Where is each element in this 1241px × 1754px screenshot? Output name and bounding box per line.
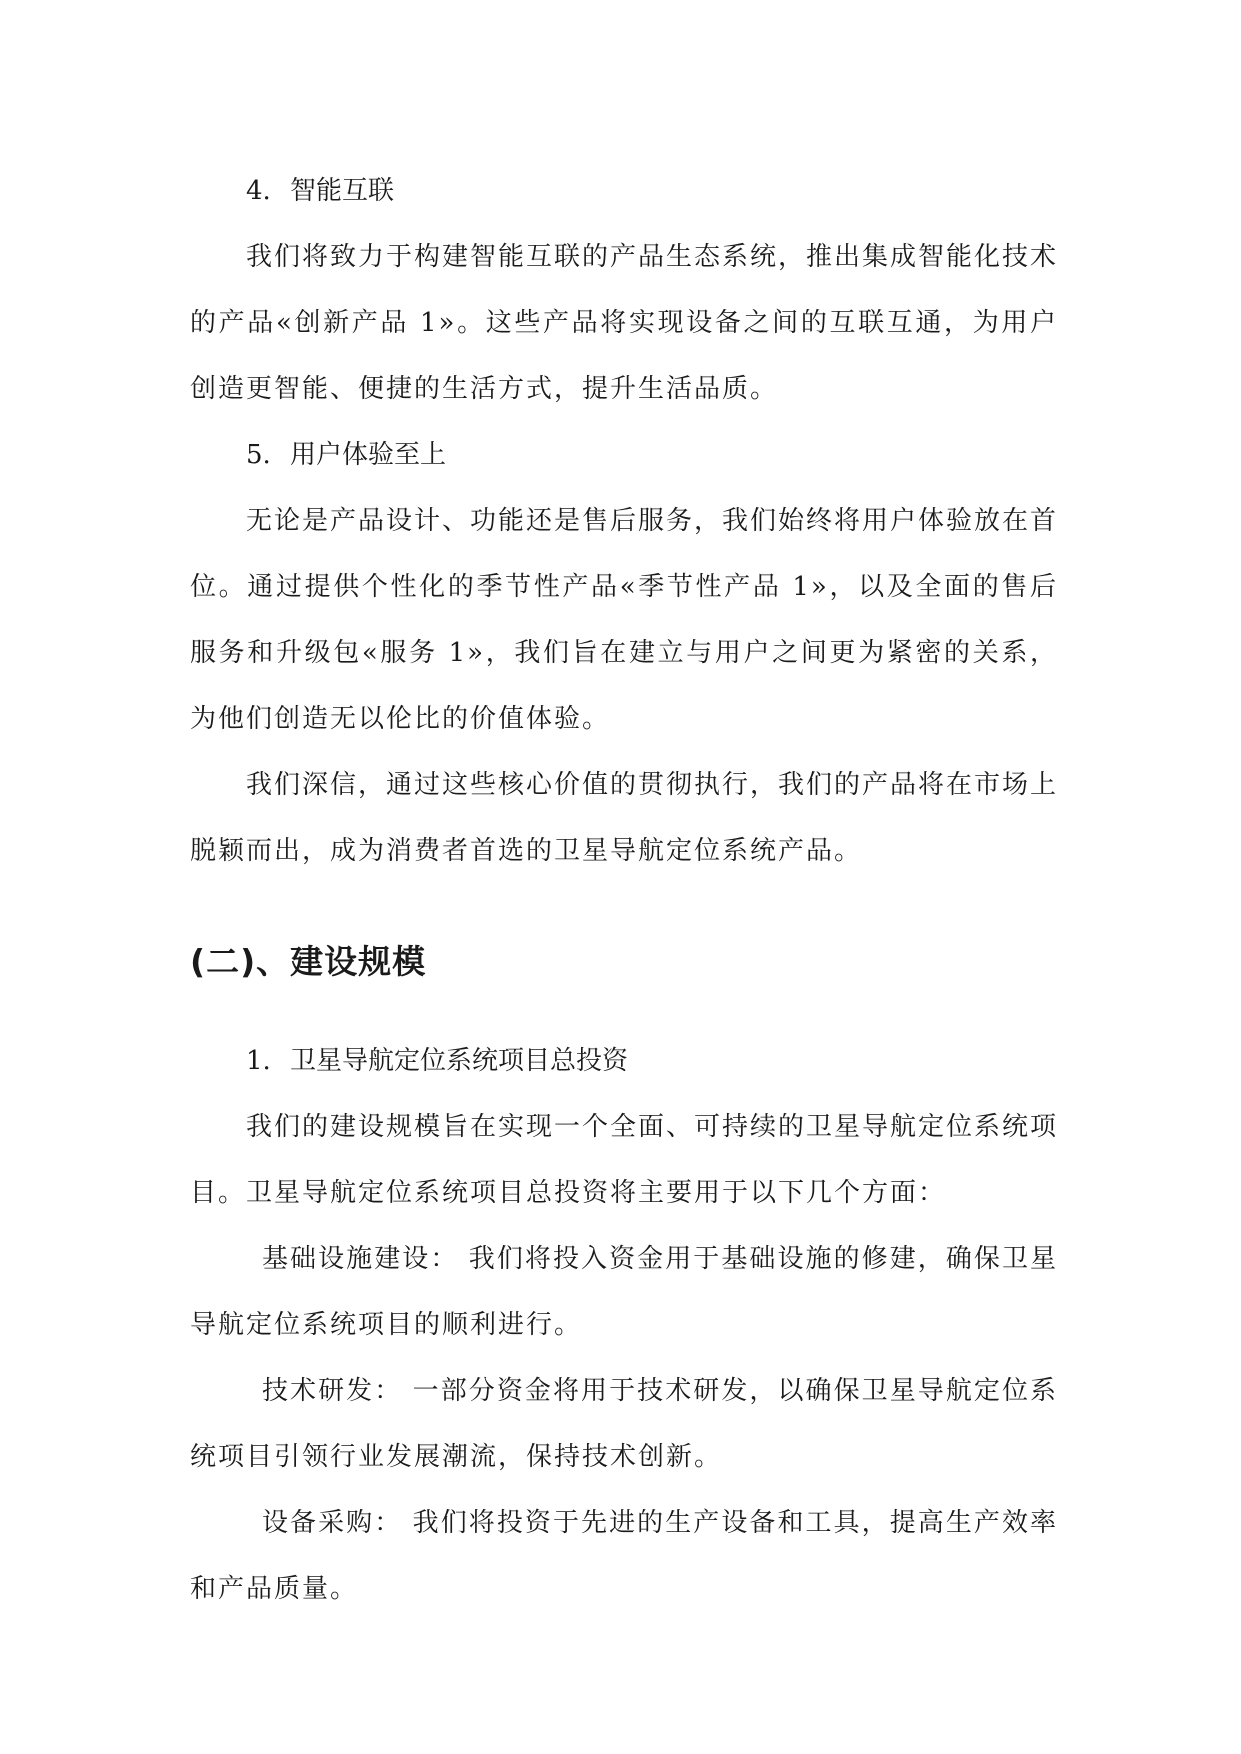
paragraph-research: 技术研发： 一部分资金将用于技术研发，以确保卫星导航定位系统项目引领行业发展潮流，保持技术创新。: [190, 1376, 1058, 1472]
item-number: 5.: [246, 440, 271, 470]
paragraph-belief: 我们深信，通过这些核心价值的贯彻执行，我们的产品将在市场上脱颖而出，成为消费者首选的卫星导航定位系统产品。: [190, 770, 1059, 866]
item-title: 用户体验至上: [290, 440, 447, 470]
paragraph-equipment: 设备采购： 我们将投资于先进的生产设备和工具，提高生产效率和产品质量。: [190, 1508, 1058, 1604]
item-number: 4.: [246, 176, 271, 206]
item-heading-total-investment: [190, 1028, 1058, 1094]
paragraph-smart-interconnect: 我们将致力于构建智能互联的产品生态系统，推出集成智能化技术的产品«创新产品 1»。这些产品将实现设备之间的互联互通，为用户创造更智能、便捷的生活方式，提升生活品质。: [190, 242, 1059, 404]
paragraph-user-experience: 无论是产品设计、功能还是售后服务，我们始终将用户体验放在首位。通过提供个性化的季节性产品«季节性产品 1»，以及全面的售后服务和升级包«服务 1»，我们旨在建立与用户之间更为紧密的关系，为他们创造无以伦比的价值体验。: [190, 506, 1059, 734]
item-heading-user-experience: [190, 422, 1058, 488]
paragraph-construction-scale: 我们的建设规模旨在实现一个全面、可持续的卫星导航定位系统项目。卫星导航定位系统项目总投资将主要用于以下几个方面：: [190, 1112, 1059, 1208]
page-content: [190, 158, 1058, 1622]
item-heading-smart-interconnect: [190, 158, 1058, 224]
item-number: 1.: [246, 1046, 271, 1076]
paragraph-infrastructure: 基础设施建设： 我们将投入资金用于基础设施的修建，确保卫星导航定位系统项目的顺利进行。: [190, 1244, 1058, 1340]
section-heading-construction-scale: (二)、建设规模: [190, 942, 427, 981]
item-title: 智能互联: [290, 176, 395, 206]
item-title: 卫星导航定位系统项目总投资: [290, 1046, 629, 1076]
